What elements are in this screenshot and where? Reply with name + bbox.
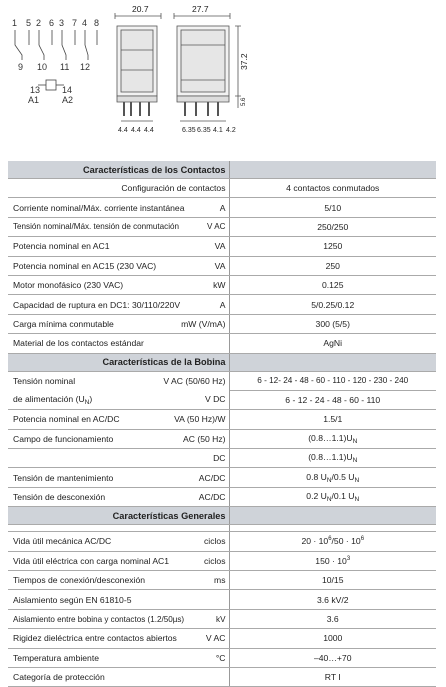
relay-schematic-and-dimensions	[0, 0, 446, 160]
row-unit: VA	[214, 260, 226, 271]
table-row	[8, 590, 436, 609]
pin-label-top: 3	[59, 18, 65, 28]
pin-label-top: 2	[36, 18, 42, 28]
section-header	[8, 507, 436, 525]
dim-width-side: 27.7	[192, 4, 209, 14]
pin-label-mid: 10	[37, 62, 48, 72]
pin-label-top: 7	[72, 18, 78, 28]
table-row	[8, 551, 436, 570]
pitch-front: 4.4	[144, 127, 154, 134]
row-unit: V AC (50/60 Hz)	[163, 375, 226, 386]
row-unit: V AC	[207, 222, 226, 232]
row-value: 3.6 kV/2	[229, 590, 436, 609]
table-row	[8, 532, 436, 551]
row-value: 4 contactos conmutados	[229, 179, 436, 198]
table-row	[8, 198, 436, 217]
row-value: 6 - 12- 24 - 48 - 60 - 110 - 120 - 230 - 240	[229, 371, 436, 390]
row-value: $(0.8\dots 1.1)U_N$	[229, 449, 436, 468]
table-row	[8, 237, 436, 256]
table-row	[8, 390, 436, 409]
table-row	[8, 179, 436, 198]
row-unit: ms	[214, 575, 226, 586]
table-row	[8, 429, 436, 448]
row-value: $20 \cdot 10^6/50 \cdot 10^6$	[229, 532, 436, 551]
pin-label-mid: 12	[80, 62, 91, 72]
row-label: Vida útil eléctrica con carga nominal AC1	[13, 555, 170, 566]
table-row	[8, 371, 436, 390]
row-value: 0.2 $U_N/0.1$ $U_N$	[229, 487, 436, 506]
row-label: Potencia nominal en AC1	[13, 241, 110, 252]
pitch-front: 4.4	[131, 127, 141, 134]
section-header	[8, 353, 436, 371]
table-row	[8, 314, 436, 333]
section-title: Características de la Bobina	[8, 353, 229, 371]
row-unit: ciclos	[204, 555, 226, 566]
coil-label: 13	[30, 85, 41, 95]
row-value: $(0.8\dots 1.1)U_N$	[229, 429, 436, 448]
table-row	[8, 571, 436, 590]
row-unit: AC/DC	[198, 492, 226, 503]
pin-label-top: 8	[94, 18, 100, 28]
table-row	[8, 468, 436, 487]
row-label: Categoría de protección	[13, 672, 105, 683]
row-label: Tiempos de conexión/desconexión	[13, 575, 146, 586]
row-label: Tensión nominal/Máx. tensión de conmutación	[13, 222, 180, 232]
row-value: 0.8 $U_N/0.5$ $U_N$	[229, 468, 436, 487]
section-title: Características Generales	[8, 507, 229, 525]
relay-front-view	[115, 13, 161, 121]
row-value: 300 (5/5)	[229, 314, 436, 333]
row-value: 0.125	[229, 275, 436, 294]
row-value: 250/250	[229, 217, 436, 236]
row-unit: A	[219, 202, 226, 213]
coil-label: A2	[62, 95, 74, 105]
pin-label-top: 4	[82, 18, 88, 28]
section-header	[8, 161, 436, 179]
row-unit: VA	[214, 241, 226, 252]
section-title: Características de los Contactos	[8, 161, 229, 179]
row-label: Motor monofásico (230 VAC)	[13, 280, 124, 291]
row-label: Potencia nominal en AC15 (230 VAC)	[13, 260, 157, 271]
row-value: 3.6	[229, 609, 436, 628]
row-value: 250	[229, 256, 436, 275]
pitch-front: 4.4	[118, 127, 128, 134]
spec-table	[8, 161, 436, 687]
row-label: Rigidez dieléctrica entre contactos abiertos	[13, 633, 177, 644]
pin-label-top: 1	[12, 18, 18, 28]
table-row	[8, 449, 436, 468]
row-value: 1000	[229, 629, 436, 648]
table-row	[8, 275, 436, 294]
coil-label: 14	[62, 85, 73, 95]
row-unit: ciclos	[204, 536, 226, 547]
table-row	[8, 256, 436, 275]
row-label: Aislamiento según EN 61810-5	[13, 594, 132, 605]
coil-label: A1	[28, 95, 40, 105]
row-value: 6 - 12 - 24 - 48 - 60 - 110	[229, 390, 436, 409]
row-label: Aislamiento entre bobina y contactos (1.2/50µs)	[13, 614, 185, 624]
row-unit: AC/DC	[198, 472, 226, 483]
dim-width-front: 20.7	[132, 4, 149, 14]
row-value: $150 \cdot 10^3$	[229, 551, 436, 570]
table-row	[8, 487, 436, 506]
pitch-side: 6.35	[197, 127, 211, 134]
row-label: Material de los contactos estándar	[13, 338, 144, 349]
row-unit: A	[219, 299, 226, 310]
table-row	[8, 334, 436, 353]
row-label: Vida útil mecánica AC/DC	[13, 536, 112, 547]
dim-small: 5.6	[241, 97, 247, 106]
row-label: Corriente nominal/Máx. corriente instantánea	[13, 202, 185, 213]
row-unit: kW	[213, 280, 226, 291]
row-value: 5/0.25/0.12	[229, 295, 436, 314]
row-label: Capacidad de ruptura en DC1: 30/110/220V	[13, 299, 181, 310]
row-unit: kV	[216, 614, 226, 624]
row-unit: VA (50 Hz)/W	[174, 414, 226, 425]
table-row	[8, 609, 436, 628]
row-label: de alimentación $(U_N)$	[13, 393, 93, 406]
row-value: RT I	[229, 667, 436, 686]
row-label: Tensión nominal	[13, 375, 76, 386]
row-value: 10/15	[229, 571, 436, 590]
pitch-side: 4.1	[213, 127, 223, 134]
row-label: Configuración de contactos	[121, 183, 226, 194]
dim-height: 37.2	[239, 53, 249, 70]
table-row	[8, 667, 436, 686]
pitch-side: 4.2	[226, 127, 236, 134]
row-value: 1.5/1	[229, 410, 436, 429]
row-value: AgNi	[229, 334, 436, 353]
row-label: Carga mínima conmutable	[13, 318, 114, 329]
row-unit: °C	[215, 652, 226, 663]
table-row	[8, 629, 436, 648]
pin-label-top: 6	[49, 18, 55, 28]
pitch-side: 6.35	[182, 127, 196, 134]
relay-side-view	[174, 13, 241, 121]
row-label: Temperatura ambiente	[13, 652, 99, 663]
row-value: 5/10	[229, 198, 436, 217]
table-row	[8, 410, 436, 429]
table-row	[8, 295, 436, 314]
row-unit: V DC	[204, 393, 226, 404]
row-unit: V AC	[205, 633, 226, 644]
pin-label-top: 5	[26, 18, 32, 28]
row-value: –40…+70	[229, 648, 436, 667]
table-row	[8, 217, 436, 236]
row-unit: AC (50 Hz)	[183, 433, 226, 444]
row-unit: mW (V/mA)	[181, 318, 226, 329]
pin-label-mid: 9	[18, 62, 24, 72]
pin-label-mid: 11	[60, 62, 70, 72]
row-label: Tensión de desconexión	[13, 492, 106, 503]
row-label: Campo de funcionamiento	[13, 433, 114, 444]
row-unit: DC	[213, 453, 226, 464]
row-label: Potencia nominal en AC/DC	[13, 414, 120, 425]
row-value: 1250	[229, 237, 436, 256]
relay-drawings	[0, 0, 446, 160]
row-label: Tensión de mantenimiento	[13, 472, 114, 483]
